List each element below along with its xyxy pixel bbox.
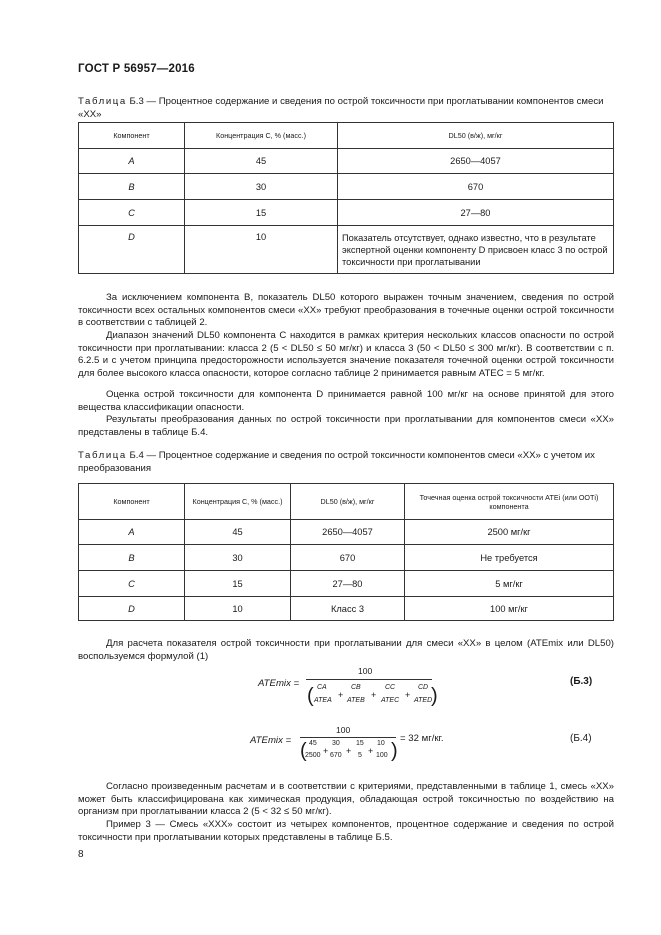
left-paren: ( (300, 740, 307, 762)
cell-dl50: 670 (338, 174, 614, 200)
caption-word: Таблица (78, 96, 127, 107)
formula-b3 (78, 666, 614, 716)
plus-sign: + (323, 746, 329, 756)
caption-word: Таблица (78, 450, 127, 461)
cell-dl50: 27—80 (291, 571, 405, 597)
cell-ate: 2500 мг/кг (405, 520, 614, 545)
standard-header: ГОСТ Р 56957—2016 (78, 63, 195, 75)
cell-dl50: 2650—4057 (338, 149, 614, 174)
caption-text: Б.4 — Процентное содержание и сведения по острой токсичности компонентов смеси «XX» с учетом их преобразования (78, 450, 595, 474)
term-n: 30 (332, 740, 340, 747)
cell-dl50: 27—80 (338, 200, 614, 226)
paragraph-3: Оценка острой токсичности для компонента D принимается равной 100 мг/кг на основе принятой для этого вещества классификации опасности. (78, 389, 614, 413)
col-dl50: DL50 (в/ж), мг/кг (338, 123, 614, 149)
formula-result: = 32 мг/кг. (400, 733, 444, 744)
table-row (79, 174, 614, 200)
term-ate: ATEA (314, 697, 332, 704)
formula-number: (Б.3) (570, 676, 593, 687)
formula-denominator (307, 682, 437, 714)
term-c: CD (418, 684, 429, 691)
col-dl50: DL50 (в/ж), мг/кг (291, 484, 405, 520)
table-row (79, 226, 614, 274)
cell-concentration: 15 (185, 571, 291, 597)
plus-sign: + (346, 746, 352, 756)
col-component: Компонент (79, 123, 185, 149)
term-ate: ATED (414, 697, 433, 704)
example-paragraph: Пример 3 — Смесь «XXX» состоит из четырех компонентов, процентное содержание и сведения по острой токсичности при проглатывании которых представлены в таблице Б.5. (78, 819, 614, 843)
cell-concentration: 30 (185, 545, 291, 571)
cell-component: C (79, 200, 185, 226)
table-b4-caption (78, 449, 614, 475)
cell-dl50: 670 (291, 545, 405, 571)
cell-component: B (79, 174, 185, 200)
table-header-row (79, 123, 614, 149)
cell-concentration: 10 (185, 226, 338, 274)
cell-concentration: 10 (185, 597, 291, 621)
cell-concentration: 30 (185, 174, 338, 200)
formula-number: (Б.4) (570, 733, 592, 744)
formula-lhs: ATEmix = (258, 678, 300, 689)
table-row (79, 545, 614, 571)
formula-numerator: 100 (336, 725, 351, 735)
cell-ate: 5 мг/кг (405, 571, 614, 597)
cell-concentration: 45 (185, 149, 338, 174)
term-c: CA (317, 684, 327, 691)
table-row (79, 520, 614, 545)
plus-sign: + (338, 690, 344, 700)
caption-text: Б.3 — Процентное содержание и сведения по острой токсичности при проглатывании компонентов смеси «XX» (78, 96, 604, 120)
cell-component: C (79, 571, 185, 597)
table-row (79, 149, 614, 174)
cell-component: D (79, 226, 185, 274)
table-row (79, 597, 614, 621)
term-c: CC (385, 684, 396, 691)
right-paren: ) (391, 740, 398, 762)
cell-component: A (79, 520, 185, 545)
cell-component: D (79, 597, 185, 621)
cell-ate: Не требуется (405, 545, 614, 571)
formula-denominator (300, 739, 400, 767)
table-b3-caption (78, 95, 614, 121)
table-b4 (78, 483, 614, 621)
table-row (79, 200, 614, 226)
col-concentration: Концентрация С, % (масс.) (185, 123, 338, 149)
page-number: 8 (78, 849, 84, 860)
term-d: 100 (376, 752, 388, 759)
term-d: 2500 (305, 752, 321, 759)
table-row (79, 571, 614, 597)
cell-component: B (79, 545, 185, 571)
formula-numerator: 100 (358, 666, 373, 676)
term-d: 5 (358, 752, 362, 759)
term-n: 45 (309, 740, 317, 747)
plus-sign: + (371, 690, 377, 700)
formula-lhs: ATEmix = (250, 735, 292, 746)
term-ate: ATEB (347, 697, 365, 704)
fraction-bar (300, 737, 396, 738)
paragraph-1: За исключением компонента B, показатель DL50 которого выражен точным значением, сведения по острой токсичности всех остальных компонентов смеси «XX» требуют преобразования в точечные оценки острой токсичности в соответствии с таблицей 2. (78, 292, 614, 329)
term-n: 10 (377, 740, 385, 747)
term-ate: ATEC (381, 697, 400, 704)
paragraph-2: Диапазон значений DL50 компонента C находится в рамках критерия нескольких классов опасности по острой токсичности при проглатывании: класса 2 (5 < DL50 ≤ 50 мг/кг) и класса 3 (50 < DL50 ≤ 300 мг/кг). В соответствии с п. 6.2.5 и с учетом принципа предосторожности используется значение показателя точечной оценки острой токсичности для более высокого класса опасности, которое согласно таблице 2 принимается равным ATEC = 5 мг/кг. (78, 330, 614, 379)
cell-dl50: Класс 3 (291, 597, 405, 621)
plus-sign: + (368, 746, 374, 756)
table-header-row (79, 484, 614, 520)
formula-intro: Для расчета показателя острой токсичности при проглатывании для смеси «XX» в целом (ATEmix или DL50) воспользуемся формулой (1) (78, 638, 614, 662)
cell-dl50: Показатель отсутствует, однако известно, что в результате экспертной оценки компоненту D присвоен класс 3 по острой токсичности при проглатывании (338, 226, 614, 274)
cell-component: A (79, 149, 185, 174)
left-paren: ( (307, 685, 314, 707)
term-n: 15 (356, 740, 364, 747)
table-b3 (78, 122, 614, 274)
plus-sign: + (405, 690, 411, 700)
cell-dl50: 2650—4057 (291, 520, 405, 545)
term-c: CB (351, 684, 361, 691)
col-ate: Точечная оценка острой токсичности ATEi (или ООТi) компонента (405, 484, 614, 520)
formula-b4 (78, 725, 614, 769)
cell-concentration: 15 (185, 200, 338, 226)
cell-concentration: 45 (185, 520, 291, 545)
conclusion-paragraph: Согласно произведенным расчетам и в соответствии с критериями, представленными в таблице 1, смесь «XX» может быть классифицирована как химическая продукция, обладающая острой токсичностью по воздействию на организм при проглатывании класса 2 (5 < 32 ≤ 50 мг/кг). (78, 781, 614, 818)
term-d: 670 (330, 752, 342, 759)
col-component: Компонент (79, 484, 185, 520)
paragraph-4: Результаты преобразования данных по острой токсичности при проглатывании для компонентов смеси «XX» представлены в таблице Б.4. (78, 414, 614, 438)
right-paren: ) (431, 685, 438, 707)
cell-ate: 100 мг/кг (405, 597, 614, 621)
fraction-bar (306, 679, 432, 680)
col-concentration: Концентрация С, % (масс.) (185, 484, 291, 520)
